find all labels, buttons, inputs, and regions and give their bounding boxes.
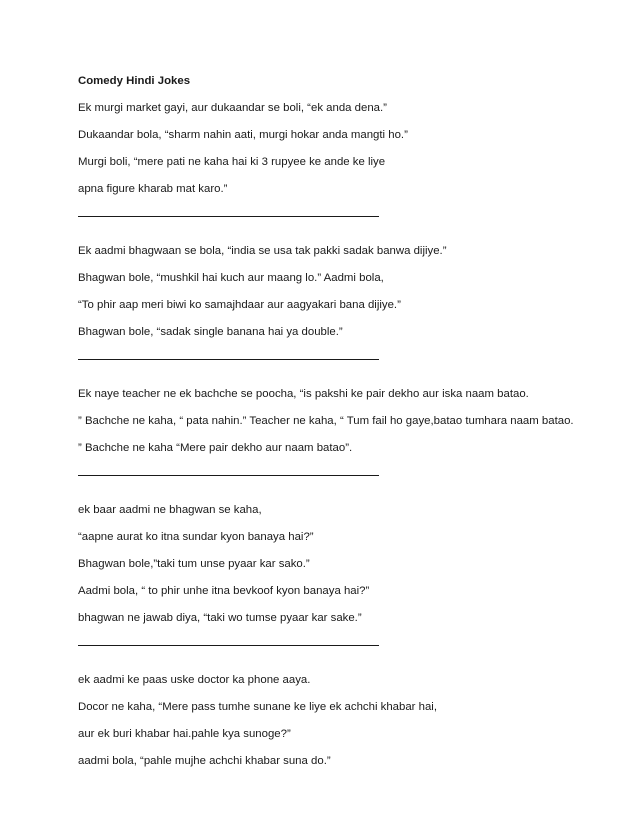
text-line: bhagwan ne jawab diya, “taki wo tumse pyaar kar sake.” (78, 612, 362, 624)
text-line: Aadmi bola, “ to phir unhe itna bevkoof kyon banaya hai?” (78, 585, 370, 597)
joke-block (78, 386, 598, 467)
separator-rule (78, 645, 379, 646)
text-line: apna figure kharab mat karo.” (78, 183, 228, 195)
separator-row (78, 645, 598, 672)
text-line: Ek naye teacher ne ek bachche se poocha, “is pakshi ke pair dekho aur iska naam batao. (78, 388, 529, 400)
joke-block (78, 100, 598, 208)
document-body (78, 73, 598, 780)
separator-rule (78, 475, 379, 476)
text-line: Dukaandar bola, “sharm nahin aati, murgi hokar anda mangti ho.” (78, 129, 408, 141)
text-line: Ek murgi market gayi, aur dukaandar se boli, “ek anda dena.” (78, 102, 387, 114)
joke-block (78, 243, 598, 351)
text-line: Bhagwan bole,”taki tum unse pyaar kar sako.” (78, 558, 310, 570)
separator-rule (78, 359, 379, 360)
text-line: Bhagwan bole, “sadak single banana hai ya double.” (78, 326, 343, 338)
text-line: ” Bachche ne kaha “Mere pair dekho aur naam batao”. (78, 442, 353, 454)
text-line: Bhagwan bole, “mushkil hai kuch aur maang lo.” Aadmi bola, (78, 272, 384, 284)
separator-row (78, 216, 598, 243)
separator-rule (78, 216, 379, 217)
text-line: Murgi boli, “mere pati ne kaha hai ki 3 rupyee ke ande ke liye (78, 156, 386, 168)
text-line: ek aadmi ke paas uske doctor ka phone aaya. (78, 674, 311, 686)
text-line: Ek aadmi bhagwaan se bola, “india se usa tak pakki sadak banwa dijiye.” (78, 245, 447, 257)
joke-block (78, 502, 598, 637)
text-line: ” Bachche ne kaha, “ pata nahin.” Teacher ne kaha, “ Tum fail ho gaye,batao tumhara naam batao. (78, 415, 574, 427)
joke-block (78, 672, 598, 780)
separator-row (78, 475, 598, 502)
text-line: ek baar aadmi ne bhagwan se kaha, (78, 504, 262, 516)
text-line: “To phir aap meri biwi ko samajhdaar aur aagyakari bana dijiye.” (78, 299, 401, 311)
text-line: aur ek buri khabar hai.pahle kya sunoge?” (78, 728, 291, 740)
text-line: “aapne aurat ko itna sundar kyon banaya hai?” (78, 531, 314, 543)
text-line: aadmi bola, “pahle mujhe achchi khabar suna do.” (78, 755, 331, 767)
document-title: Comedy Hindi Jokes (78, 75, 191, 87)
separator-row (78, 359, 598, 386)
text-line: Docor ne kaha, “Mere pass tumhe sunane ke liye ek achchi khabar hai, (78, 701, 437, 713)
